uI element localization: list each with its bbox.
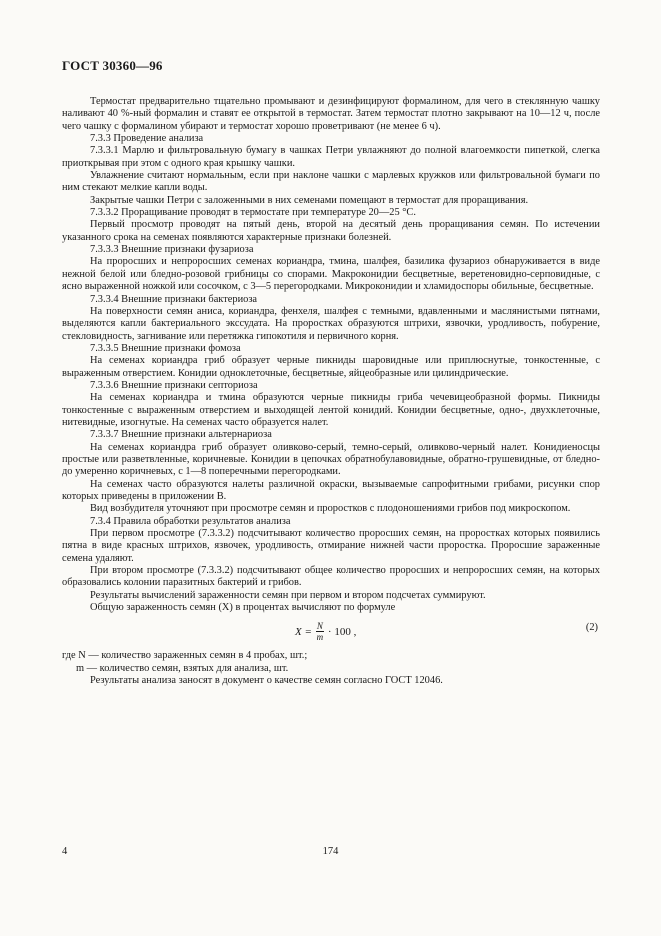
formula-denominator: m	[316, 632, 324, 643]
page-header	[62, 58, 600, 74]
document-body	[62, 96, 600, 687]
section-heading: 7.3.3.7 Внешние признаки альтернариоза	[90, 429, 272, 441]
section-heading: 7.3.3.5 Внешние признаки фомоза	[90, 342, 241, 354]
paragraph: На поверхности семян аниса, кориандра, фенхеля, шалфея с темными, вдавленными и маслянистыми пятнами, выделяются капли бактериального экссудата. На проростках образуются штрихи, язвочки, уродливость, побурение, стекловидность, загнивание или перетяжка гипокотиля и первичного корня.	[62, 305, 600, 342]
footer-page-number: 174	[322, 846, 339, 857]
section-heading: 7.3.3 Проведение анализа	[90, 133, 204, 145]
footer-section-number: 4	[62, 846, 68, 857]
paragraph: Результаты анализа заносят в документ о качестве семян согласно ГОСТ 12046.	[90, 675, 443, 687]
formula	[295, 621, 356, 642]
formula-rhs: · 100 ,	[327, 625, 357, 638]
paragraph: Общую зараженность семян (X) в процентах вычисляют по формуле	[90, 602, 396, 614]
paragraph: Вид возбудителя уточняют при просмотре семян и проростков с плодоношениями грибов под микроскопом.	[90, 503, 571, 515]
section-heading: 7.3.4 Правила обработки результатов анализа	[90, 515, 291, 527]
formula-fraction	[316, 621, 324, 642]
paragraph: При первом просмотре (7.3.3.2) подсчитывают количество проросших семян, на проростках которых появились пятна в виде красных штрихов, язвочек, уродливость, отмирание нижней части проростка. Проросшие зараженные семена удаляют.	[62, 528, 600, 564]
paragraph: На семенах часто образуются налеты различной окраски, вызываемые сапрофитными грибами, рисунки спор которых приведены в приложении В.	[62, 478, 600, 502]
paragraph: Результаты вычислений зараженности семян при первом и втором подсчетах суммируют.	[90, 589, 486, 601]
formula-lhs: X =	[295, 625, 312, 638]
paragraph: Увлажнение считают нормальным, если при наклоне чашки с марлевых кружков или фильтровальной бумаги по ним стекают мелкие капли воды.	[62, 170, 600, 194]
paragraph: 7.3.3.1 Марлю и фильтровальную бумагу в чашках Петри увлажняют до полной влагоемкости пипеткой, слегка приоткрывая при этом с одного края крышку чашки.	[62, 145, 600, 169]
formula-legend-n: где N — количество зараженных семян в 4 пробах, шт.;	[62, 650, 308, 662]
section-heading: 7.3.3.3 Внешние признаки фузариоза	[90, 244, 254, 256]
formula-block	[62, 618, 600, 648]
paragraph: На семенах кориандра и тмина образуются черные пикниды гриба чечевицеобразной формы. Пикниды тонкостенные с выраженным отверстием и выходящей лентой конидий. Конидии бесцветные, одно-, двухклеточные, нитевидные, изогнутые. На семенах часто образуется налет.	[62, 392, 600, 428]
paragraph: На семенах кориандра гриб образует оливково-серый, темно-серый, оливково-черный налет. Конидиеносцы простые или разветвленные, коричневые. Конидии в цепочках обратнобулавовидные, обратно-грушевидные, от бледно- до умеренно коричневых, с 1—8 поперечными перегородками.	[62, 441, 600, 478]
section-heading: 7.3.3.6 Внешние признаки септориоза	[90, 379, 258, 391]
section-heading: 7.3.3.4 Внешние признаки бактериоза	[90, 293, 258, 305]
paragraph: Первый просмотр проводят на пятый день, второй на десятый день проращивания семян. По истечении указанного срока на семенах появляются характерные признаки болезней.	[62, 219, 600, 243]
formula-numerator: N	[316, 621, 323, 632]
document-code: ГОСТ 30360—96	[62, 58, 163, 73]
paragraph: 7.3.3.2 Проращивание проводят в термостате при температуре 20—25 °С.	[90, 207, 416, 219]
formula-number: (2)	[585, 622, 598, 634]
paragraph: Термостат предварительно тщательно промывают и дезинфицируют формалином, для чего в стеклянную чашку наливают 40 %-ный формалин и ставят ее открытой в термостат. Затем термостат плотно закрывают на 10—12 ч, после чего чашку с формалином убирают и термостат хорошо проветривают (не менее 6 ч).	[62, 96, 600, 132]
formula-legend-m: m — количество семян, взятых для анализа, шт.	[76, 662, 289, 674]
paragraph: Закрытые чашки Петри с заложенными в них семенами помещают в термостат для проращивания.	[90, 194, 529, 206]
paragraph: При втором просмотре (7.3.3.2) подсчитывают общее количество проросших и непроросших семян, на которых образовались колонии паразитных бактерий и грибов.	[62, 565, 600, 589]
paragraph: На проросших и непроросших семенах кориандра, тмина, шалфея, базилика фузариоз обнаруживается в виде нежной белой или бледно-розовой грибницы со спорами. Макроконидии бесцветные, веретеновидно-серповидные, с ясно выраженной ножкой или сосочком, с 3—5 перегородками. Микроконидии и хламидоспоры обильные, бесцветные.	[62, 256, 600, 293]
paragraph: На семенах кориандра гриб образует черные пикниды шаровидные или приплюснутые, тонкостенные, с выраженным отверстием. Конидии одноклеточные, бесцветные, яйцеобразные или цилиндрические.	[62, 355, 600, 379]
